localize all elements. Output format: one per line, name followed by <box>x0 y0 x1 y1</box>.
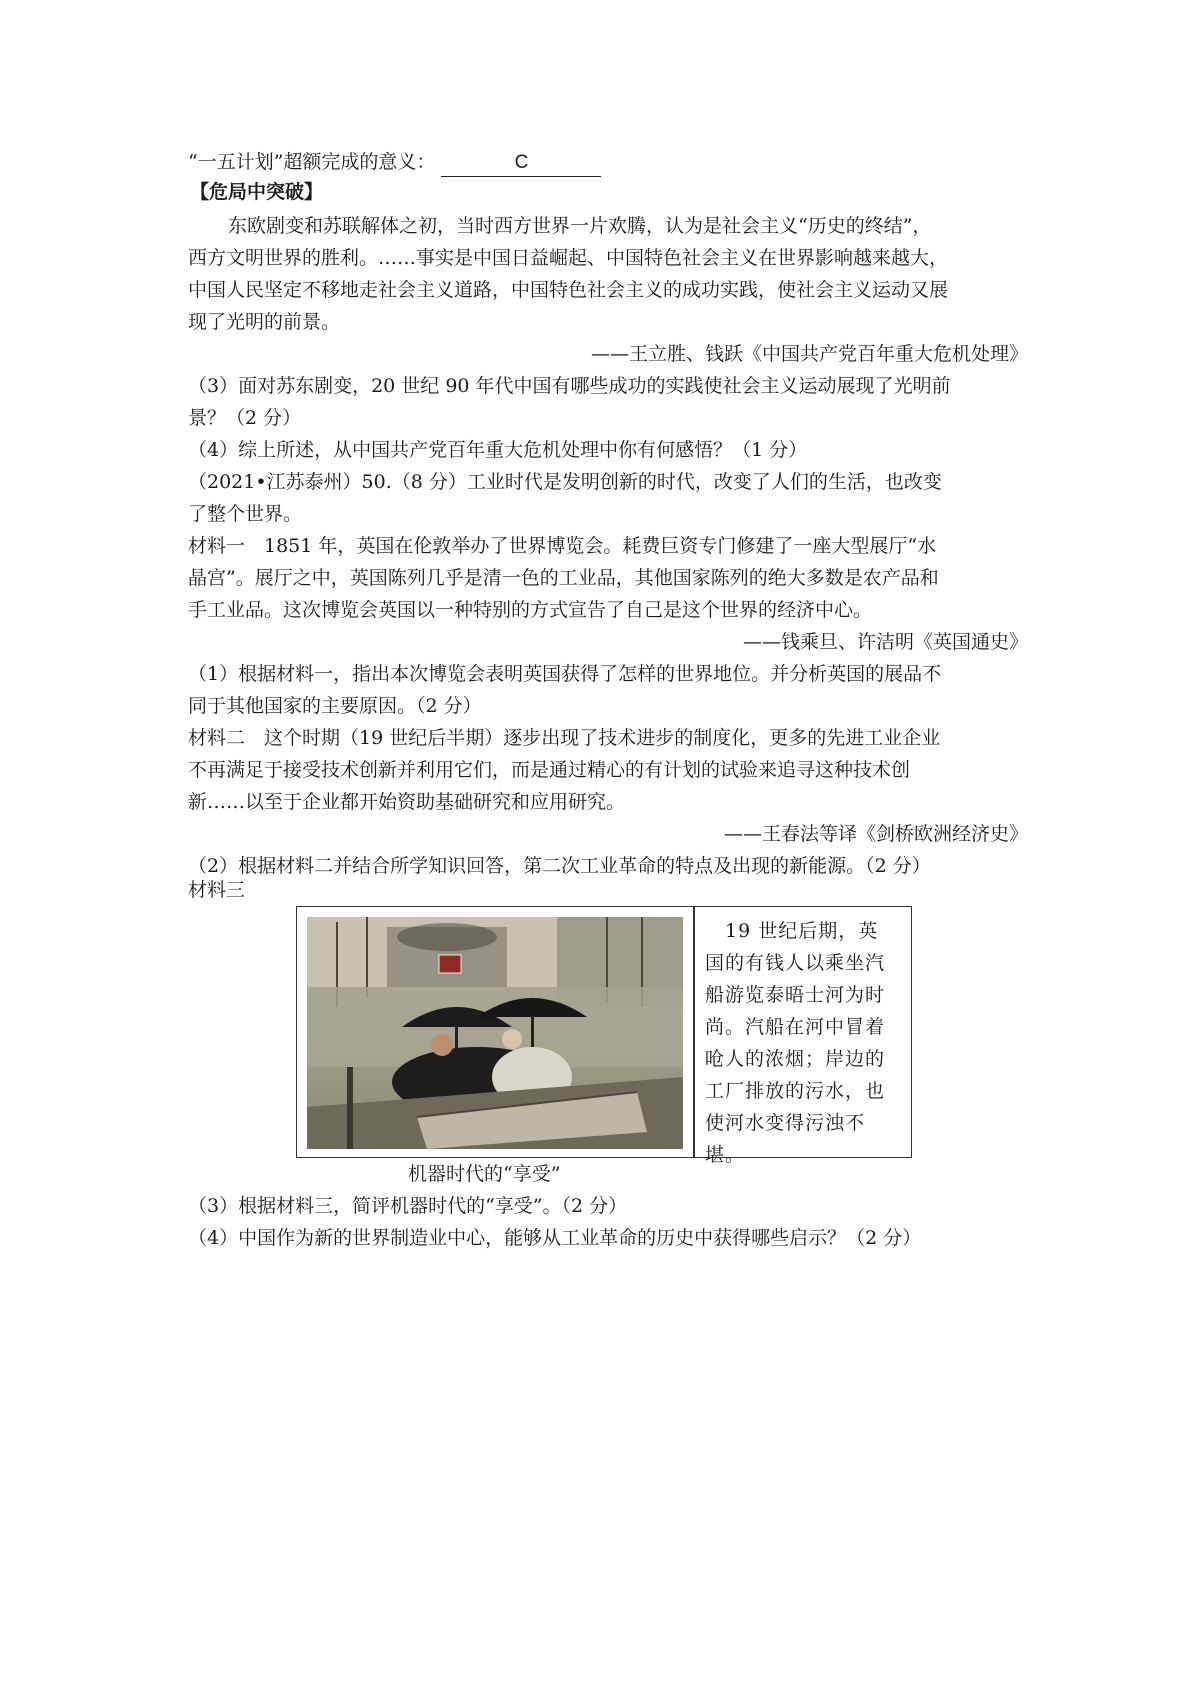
answer-blank[interactable]: C <box>441 150 601 177</box>
sub-question-1-line: （1）根据材料一，指出本次博览会表明英国获得了怎样的世界地位。并分析英国的展品不 <box>188 663 942 685</box>
five-year-plan-question <box>188 146 1028 178</box>
figure-description: 19 世纪后期，英 国的有钱人以乘坐汽 船游览泰晤士河为时 尚。汽船在河中冒着 呛人的浓烟；岸边的 工厂排放的污水，也 使河水变得污浊不 堪。 <box>705 920 886 1166</box>
passage-source: ——王立胜、钱跃《中国共产党百年重大危机处理》 <box>590 343 1028 365</box>
passage-line: 东欧剧变和苏联解体之初，当时西方世界一片欢腾，认为是社会主义“历史的终结”， <box>228 215 932 237</box>
material-3-label: 材料三 <box>188 879 246 901</box>
question-50-line: 了整个世界。 <box>188 503 303 525</box>
painting-illustration <box>307 917 683 1149</box>
material-3-figure <box>296 906 912 1166</box>
material-2-line: 材料二 这个时期（19 世纪后半期）逐步出现了技术进步的制度化，更多的先进工业企业 <box>188 727 941 749</box>
sub-question-3: （3）根据材料三，简评机器时代的“享受”。（2 分） <box>188 1195 628 1217</box>
material-1-source: ——钱乘旦、许洁明《英国通史》 <box>742 631 1028 653</box>
thames-steamboat-painting <box>307 917 683 1149</box>
material-1-line: 手工业品。这次博览会英国以一种特别的方式宣告了自己是这个世界的经济中心。 <box>188 599 873 621</box>
question-3-line: （3）面对苏东剧变，20 世纪 90 年代中国有哪些成功的实践使社会主义运动展现了光明前 <box>188 375 951 397</box>
figure-divider <box>693 907 695 1157</box>
sub-question-2: （2）根据材料二并结合所学知识回答，第二次工业革命的特点及出现的新能源。（2 分） <box>188 855 931 877</box>
passage-line: 现了光明的前景。 <box>188 311 341 333</box>
five-year-plan-label: “一五计划”超额完成的意义： <box>188 151 436 173</box>
material-1-line: 材料一 1851 年，英国在伦敦举办了世界博览会。耗费巨资专门修建了一座大型展厅“水 <box>188 535 937 557</box>
question-50-line: （2021•江苏泰州）50.（8 分）工业时代是发明创新的时代，改变了人们的生活，也改变 <box>188 471 942 493</box>
sub-question-4: （4）中国作为新的世界制造业中心，能够从工业革命的历史中获得哪些启示？（2 分） <box>188 1227 922 1249</box>
section-heading: 【危局中突破】 <box>190 181 324 203</box>
passage-line: 西方文明世界的胜利。……事实是中国日益崛起、中国特色社会主义在世界影响越来越大， <box>188 247 949 269</box>
passage-line: 中国人民坚定不移地走社会主义道路，中国特色社会主义的成功实践，使社会主义运动又展 <box>188 279 949 301</box>
material-2-line: 新……以至于企业都开始资助基础研究和应用研究。 <box>188 791 626 813</box>
figure-caption: 机器时代的“享受” <box>408 1163 561 1185</box>
material-1-line: 晶宫”。展厅之中，英国陈列几乎是清一色的工业品，其他国家陈列的绝大多数是农产品和 <box>188 567 939 589</box>
question-3-line: 景？（2 分） <box>188 407 302 429</box>
material-2-line: 不再满足于接受技术创新并利用它们，而是通过精心的有计划的试验来追寻这种技术创 <box>188 759 911 781</box>
sub-question-1-line: 同于其他国家的主要原因。（2 分） <box>188 695 482 717</box>
material-2-source: ——王春法等译《剑桥欧洲经济史》 <box>723 823 1028 845</box>
question-4: （4）综上所述，从中国共产党百年重大危机处理中你有何感悟？（1 分） <box>188 439 808 461</box>
